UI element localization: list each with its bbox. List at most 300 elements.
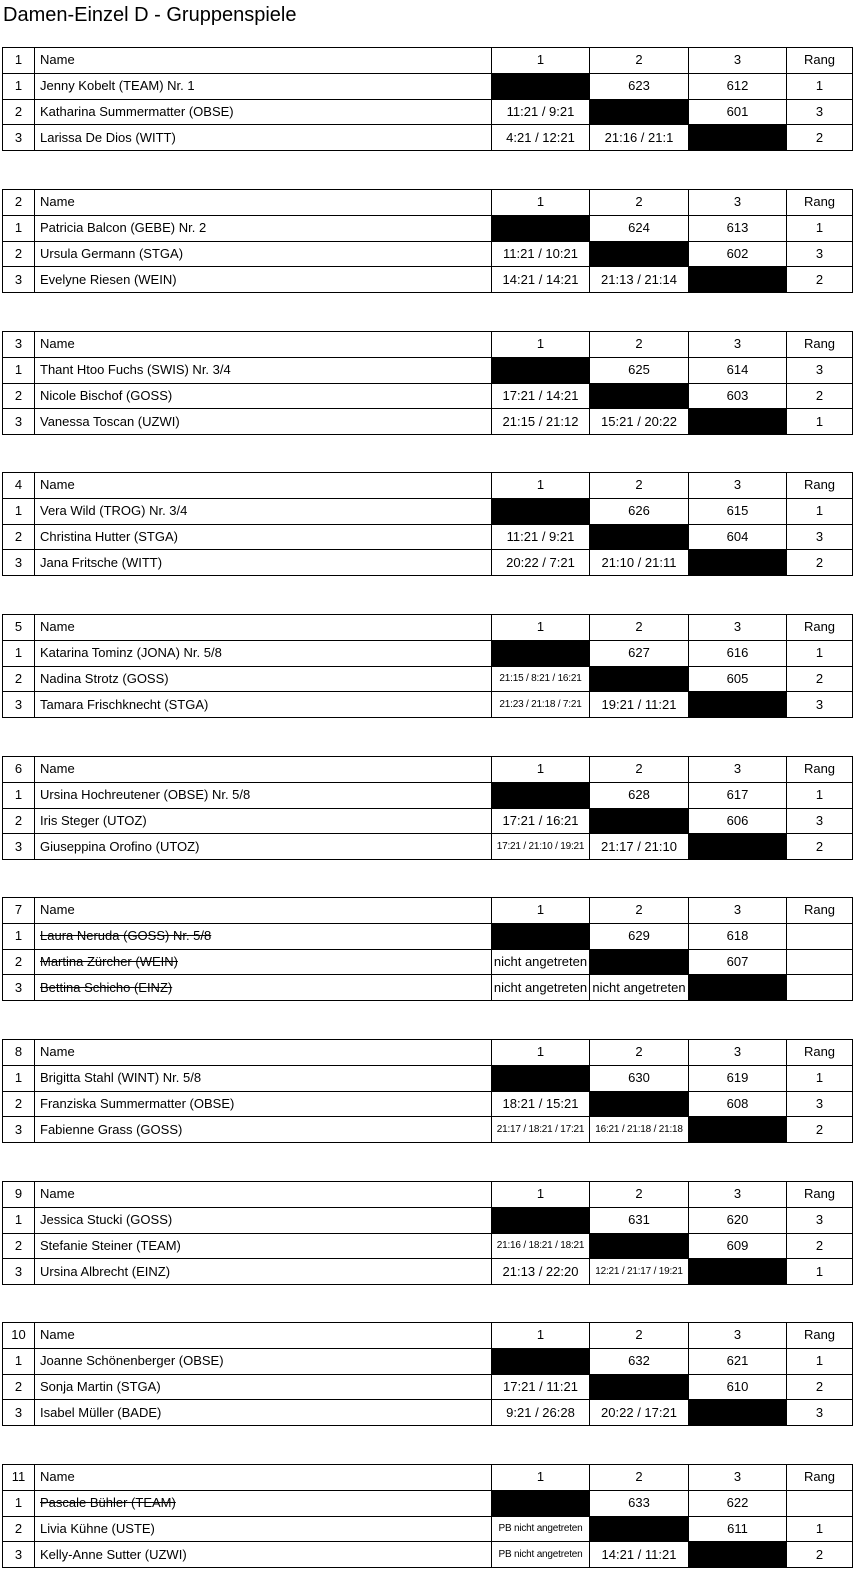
blocked-cell: [590, 524, 689, 550]
rank-cell: 2: [787, 125, 853, 151]
player-name-text: Ursina Albrecht (EINZ): [40, 1263, 171, 1279]
player-name: [35, 808, 492, 834]
result-cell: 624: [590, 215, 689, 241]
player-number: 2: [3, 1091, 35, 1117]
blocked-cell: [689, 267, 787, 293]
header-col-2: 2: [590, 1040, 689, 1066]
player-name: [35, 550, 492, 576]
blocked-cell: [590, 949, 689, 975]
player-number: 1: [3, 782, 35, 808]
player-name: [35, 834, 492, 860]
result-cell: 606: [689, 808, 787, 834]
header-col-2: 2: [590, 190, 689, 216]
result-cell: 11:21 / 9:21: [492, 524, 590, 550]
result-cell: 625: [590, 357, 689, 383]
player-name-text: Ursula Germann (STGA): [40, 245, 184, 261]
blocked-cell: [689, 1117, 787, 1143]
table-row: [3, 99, 853, 125]
rank-cell: 1: [787, 1516, 853, 1542]
player-number: 2: [3, 808, 35, 834]
player-number: 1: [3, 1490, 35, 1516]
header-rang: Rang: [787, 1465, 853, 1491]
player-name-text: Giuseppina Orofino (UTOZ): [40, 838, 200, 854]
result-cell: 633: [590, 1490, 689, 1516]
result-cell: 19:21 / 11:21: [590, 692, 689, 718]
player-name: [35, 383, 492, 409]
result-cell: 17:21 / 14:21: [492, 383, 590, 409]
table-row: [3, 1233, 853, 1259]
header-col-2: 2: [590, 1182, 689, 1208]
blocked-cell: [590, 1091, 689, 1117]
player-name-text: Vera Wild (TROG) Nr. 3/4: [40, 503, 188, 519]
player-number: 1: [3, 923, 35, 949]
player-name-text: Evelyne Riesen (WEIN): [40, 271, 177, 287]
result-cell: 21:23 / 21:18 / 7:21: [492, 692, 590, 718]
header-col-3: 3: [689, 48, 787, 74]
result-cell: 621: [689, 1348, 787, 1374]
header-col-3: 3: [689, 1465, 787, 1491]
table-row: [3, 215, 853, 241]
table-row: [3, 409, 853, 435]
player-name-text: Brigitta Stahl (WINT) Nr. 5/8: [40, 1070, 202, 1086]
player-name-text: Jenny Kobelt (TEAM) Nr. 1: [40, 78, 195, 94]
blocked-cell: [590, 1233, 689, 1259]
table-row: [3, 1400, 853, 1426]
rank-cell: 1: [787, 782, 853, 808]
result-cell: 21:15 / 21:12: [492, 409, 590, 435]
player-name-text: Patricia Balcon (GEBE) Nr. 2: [40, 220, 207, 236]
rank-cell: 2: [787, 267, 853, 293]
header-col-1: 1: [492, 190, 590, 216]
header-col-2: 2: [590, 1323, 689, 1349]
header-name: Name: [35, 898, 492, 924]
player-name: [35, 409, 492, 435]
group-table: [2, 189, 853, 293]
group-header-row: [3, 1040, 853, 1066]
player-number: 1: [3, 1348, 35, 1374]
player-name-text: Larissa De Dios (WITT): [40, 129, 176, 145]
player-name: [35, 241, 492, 267]
table-row: [3, 692, 853, 718]
table-row: [3, 1117, 853, 1143]
group-table: [2, 1039, 853, 1143]
result-cell: 21:17 / 18:21 / 17:21: [492, 1117, 590, 1143]
result-cell: 20:22 / 17:21: [590, 1400, 689, 1426]
table-row: [3, 241, 853, 267]
player-name: [35, 357, 492, 383]
result-cell: 17:21 / 16:21: [492, 808, 590, 834]
group-number: 5: [3, 615, 35, 641]
table-row: [3, 808, 853, 834]
result-cell: 18:21 / 15:21: [492, 1091, 590, 1117]
player-name-text: Livia Kühne (USTE): [40, 1520, 155, 1536]
header-rang: Rang: [787, 473, 853, 499]
blocked-cell: [590, 383, 689, 409]
header-col-2: 2: [590, 898, 689, 924]
result-cell: 20:22 / 7:21: [492, 550, 590, 576]
result-cell: 613: [689, 215, 787, 241]
blocked-cell: [492, 640, 590, 666]
player-number: 1: [3, 215, 35, 241]
blocked-cell: [492, 1065, 590, 1091]
header-col-3: 3: [689, 757, 787, 783]
result-cell: 605: [689, 666, 787, 692]
player-name: [35, 1516, 492, 1542]
player-name-text: Jessica Stucki (GOSS): [40, 1212, 173, 1228]
table-row: [3, 1516, 853, 1542]
group-header-row: [3, 615, 853, 641]
header-col-1: 1: [492, 757, 590, 783]
player-name-text: Laura Neruda (GOSS) Nr. 5/8: [40, 928, 212, 944]
player-number: 2: [3, 99, 35, 125]
player-name: [35, 1542, 492, 1568]
result-cell: 620: [689, 1207, 787, 1233]
player-number: 1: [3, 498, 35, 524]
result-cell: 21:13 / 22:20: [492, 1259, 590, 1285]
result-cell: 617: [689, 782, 787, 808]
header-col-1: 1: [492, 1040, 590, 1066]
rank-cell: [787, 1490, 853, 1516]
header-name: Name: [35, 332, 492, 358]
result-cell: 618: [689, 923, 787, 949]
player-number: 2: [3, 1233, 35, 1259]
header-col-1: 1: [492, 1465, 590, 1491]
blocked-cell: [492, 1348, 590, 1374]
blocked-cell: [492, 1207, 590, 1233]
table-row: [3, 524, 853, 550]
rank-cell: 3: [787, 1207, 853, 1233]
player-number: 1: [3, 640, 35, 666]
blocked-cell: [590, 1374, 689, 1400]
header-col-2: 2: [590, 332, 689, 358]
header-rang: Rang: [787, 1182, 853, 1208]
player-number: 2: [3, 1374, 35, 1400]
group-table: [2, 614, 853, 718]
rank-cell: 2: [787, 1374, 853, 1400]
player-number: 3: [3, 1117, 35, 1143]
result-cell: 12:21 / 21:17 / 19:21: [590, 1259, 689, 1285]
player-name-text: Bettina Schicho (EINZ): [40, 979, 173, 995]
rank-cell: 2: [787, 834, 853, 860]
player-name-text: Kelly-Anne Sutter (UZWI): [40, 1546, 187, 1562]
blocked-cell: [689, 1542, 787, 1568]
table-row: [3, 666, 853, 692]
player-number: 1: [3, 1065, 35, 1091]
table-row: [3, 1259, 853, 1285]
blocked-cell: [492, 498, 590, 524]
rank-cell: 2: [787, 666, 853, 692]
result-cell: nicht angetreten: [492, 949, 590, 975]
rank-cell: 1: [787, 1259, 853, 1285]
group-table: [2, 897, 853, 1001]
player-number: 2: [3, 1516, 35, 1542]
rank-cell: [787, 949, 853, 975]
table-row: [3, 267, 853, 293]
group-number: 9: [3, 1182, 35, 1208]
group-table: [2, 1322, 853, 1426]
player-name-text: Ursina Hochreutener (OBSE) Nr. 5/8: [40, 787, 251, 803]
player-name: [35, 524, 492, 550]
rank-cell: 2: [787, 550, 853, 576]
header-name: Name: [35, 48, 492, 74]
player-name: [35, 73, 492, 99]
group-header-row: [3, 190, 853, 216]
rank-cell: 1: [787, 1348, 853, 1374]
player-name-text: Sonja Martin (STGA): [40, 1378, 161, 1394]
blocked-cell: [689, 409, 787, 435]
header-col-2: 2: [590, 473, 689, 499]
result-cell: 607: [689, 949, 787, 975]
header-col-3: 3: [689, 1182, 787, 1208]
header-col-1: 1: [492, 1323, 590, 1349]
result-cell: 9:21 / 26:28: [492, 1400, 590, 1426]
blocked-cell: [492, 357, 590, 383]
player-name: [35, 125, 492, 151]
group-table: [2, 756, 853, 860]
result-cell: 631: [590, 1207, 689, 1233]
player-name: [35, 1117, 492, 1143]
group-number: 1: [3, 48, 35, 74]
group-number: 7: [3, 898, 35, 924]
result-cell: 21:13 / 21:14: [590, 267, 689, 293]
result-cell: 611: [689, 1516, 787, 1542]
group-number: 10: [3, 1323, 35, 1349]
player-name: [35, 949, 492, 975]
player-number: 3: [3, 975, 35, 1001]
group-header-row: [3, 1182, 853, 1208]
player-name: [35, 1400, 492, 1426]
rank-cell: 1: [787, 1065, 853, 1091]
player-name: [35, 692, 492, 718]
player-number: 1: [3, 73, 35, 99]
header-rang: Rang: [787, 615, 853, 641]
header-rang: Rang: [787, 757, 853, 783]
player-name: [35, 1259, 492, 1285]
header-col-1: 1: [492, 615, 590, 641]
table-row: [3, 640, 853, 666]
player-name: [35, 666, 492, 692]
table-row: [3, 125, 853, 151]
table-row: [3, 1490, 853, 1516]
player-name-text: Vanessa Toscan (UZWI): [40, 413, 180, 429]
rank-cell: 3: [787, 357, 853, 383]
blocked-cell: [590, 808, 689, 834]
result-cell: 602: [689, 241, 787, 267]
rank-cell: [787, 923, 853, 949]
player-name-text: Joanne Schönenberger (OBSE): [40, 1353, 224, 1369]
blocked-cell: [689, 692, 787, 718]
group-header-row: [3, 757, 853, 783]
player-number: 2: [3, 666, 35, 692]
player-name-text: Jana Fritsche (WITT): [40, 554, 163, 570]
rank-cell: 2: [787, 1117, 853, 1143]
header-name: Name: [35, 1323, 492, 1349]
header-col-3: 3: [689, 332, 787, 358]
table-row: [3, 357, 853, 383]
result-cell: 623: [590, 73, 689, 99]
table-row: [3, 550, 853, 576]
player-name: [35, 782, 492, 808]
table-row: [3, 73, 853, 99]
blocked-cell: [689, 1400, 787, 1426]
result-cell: 612: [689, 73, 787, 99]
blocked-cell: [492, 923, 590, 949]
table-row: [3, 383, 853, 409]
result-cell: 610: [689, 1374, 787, 1400]
player-name: [35, 99, 492, 125]
result-cell: 21:16 / 18:21 / 18:21: [492, 1233, 590, 1259]
header-col-2: 2: [590, 757, 689, 783]
table-row: [3, 1207, 853, 1233]
result-cell: PB nicht angetreten: [492, 1516, 590, 1542]
player-name-text: Nicole Bischof (GOSS): [40, 387, 173, 403]
result-cell: 11:21 / 10:21: [492, 241, 590, 267]
group-table: [2, 331, 853, 435]
blocked-cell: [492, 215, 590, 241]
header-col-1: 1: [492, 332, 590, 358]
player-name: [35, 215, 492, 241]
table-row: [3, 949, 853, 975]
player-name-text: Katharina Summermatter (OBSE): [40, 103, 234, 119]
blocked-cell: [590, 666, 689, 692]
player-name: [35, 1233, 492, 1259]
player-name: [35, 498, 492, 524]
result-cell: 630: [590, 1065, 689, 1091]
player-number: 3: [3, 1400, 35, 1426]
table-row: [3, 834, 853, 860]
header-rang: Rang: [787, 1040, 853, 1066]
result-cell: 21:10 / 21:11: [590, 550, 689, 576]
player-name-text: Katarina Tominz (JONA) Nr. 5/8: [40, 645, 222, 661]
header-col-1: 1: [492, 1182, 590, 1208]
header-col-3: 3: [689, 898, 787, 924]
blocked-cell: [492, 782, 590, 808]
result-cell: 14:21 / 14:21: [492, 267, 590, 293]
result-cell: nicht angetreten: [492, 975, 590, 1001]
group-number: 6: [3, 757, 35, 783]
rank-cell: 3: [787, 524, 853, 550]
player-name-text: Martina Zürcher (WEIN): [40, 953, 178, 969]
player-number: 3: [3, 834, 35, 860]
player-number: 3: [3, 267, 35, 293]
header-name: Name: [35, 615, 492, 641]
rank-cell: 3: [787, 1400, 853, 1426]
result-cell: nicht angetreten: [590, 975, 689, 1001]
blocked-cell: [689, 975, 787, 1001]
table-row: [3, 923, 853, 949]
blocked-cell: [590, 241, 689, 267]
result-cell: 603: [689, 383, 787, 409]
player-name-text: Tamara Frischknecht (STGA): [40, 696, 209, 712]
table-row: [3, 1348, 853, 1374]
result-cell: 614: [689, 357, 787, 383]
rank-cell: 3: [787, 241, 853, 267]
header-col-3: 3: [689, 1040, 787, 1066]
table-row: [3, 1542, 853, 1568]
blocked-cell: [689, 125, 787, 151]
page-title: Damen-Einzel D - Gruppenspiele: [3, 4, 297, 26]
rank-cell: 2: [787, 1542, 853, 1568]
player-name: [35, 1348, 492, 1374]
player-name: [35, 923, 492, 949]
player-number: 2: [3, 524, 35, 550]
player-number: 2: [3, 241, 35, 267]
table-row: [3, 782, 853, 808]
result-cell: 11:21 / 9:21: [492, 99, 590, 125]
player-number: 3: [3, 125, 35, 151]
player-number: 3: [3, 1259, 35, 1285]
result-cell: 629: [590, 923, 689, 949]
result-cell: 628: [590, 782, 689, 808]
player-name-text: Christina Hutter (STGA): [40, 528, 178, 544]
player-name: [35, 267, 492, 293]
player-name-text: Franziska Summermatter (OBSE): [40, 1095, 235, 1111]
group-number: 4: [3, 473, 35, 499]
player-name-text: Pascale Bühler (TEAM): [40, 1495, 176, 1511]
group-header-row: [3, 1465, 853, 1491]
result-cell: 604: [689, 524, 787, 550]
rank-cell: 1: [787, 215, 853, 241]
rank-cell: 2: [787, 1233, 853, 1259]
player-name-text: Nadina Strotz (GOSS): [40, 670, 169, 686]
player-number: 3: [3, 692, 35, 718]
group-number: 3: [3, 332, 35, 358]
blocked-cell: [689, 1259, 787, 1285]
rank-cell: 1: [787, 73, 853, 99]
rank-cell: 1: [787, 640, 853, 666]
header-col-1: 1: [492, 48, 590, 74]
group-header-row: [3, 473, 853, 499]
header-col-2: 2: [590, 615, 689, 641]
player-name: [35, 1091, 492, 1117]
player-number: 3: [3, 550, 35, 576]
result-cell: 632: [590, 1348, 689, 1374]
group-number: 8: [3, 1040, 35, 1066]
table-row: [3, 975, 853, 1001]
group-table: [2, 1464, 853, 1568]
header-col-3: 3: [689, 190, 787, 216]
result-cell: PB nicht angetreten: [492, 1542, 590, 1568]
group-number: 11: [3, 1465, 35, 1491]
rank-cell: 3: [787, 808, 853, 834]
result-cell: 15:21 / 20:22: [590, 409, 689, 435]
result-cell: 615: [689, 498, 787, 524]
result-cell: 21:15 / 8:21 / 16:21: [492, 666, 590, 692]
player-name: [35, 1490, 492, 1516]
blocked-cell: [689, 550, 787, 576]
result-cell: 16:21 / 21:18 / 21:18: [590, 1117, 689, 1143]
result-cell: 4:21 / 12:21: [492, 125, 590, 151]
result-cell: 609: [689, 1233, 787, 1259]
player-name: [35, 1065, 492, 1091]
result-cell: 14:21 / 11:21: [590, 1542, 689, 1568]
player-name-text: Fabienne Grass (GOSS): [40, 1121, 183, 1137]
blocked-cell: [492, 73, 590, 99]
player-name: [35, 1207, 492, 1233]
result-cell: 608: [689, 1091, 787, 1117]
header-rang: Rang: [787, 190, 853, 216]
header-rang: Rang: [787, 332, 853, 358]
table-row: [3, 1065, 853, 1091]
result-cell: 21:17 / 21:10: [590, 834, 689, 860]
result-cell: 601: [689, 99, 787, 125]
player-name-text: Iris Steger (UTOZ): [40, 812, 147, 828]
group-number: 2: [3, 190, 35, 216]
rank-cell: 1: [787, 409, 853, 435]
player-number: 2: [3, 383, 35, 409]
player-name: [35, 640, 492, 666]
player-name: [35, 975, 492, 1001]
